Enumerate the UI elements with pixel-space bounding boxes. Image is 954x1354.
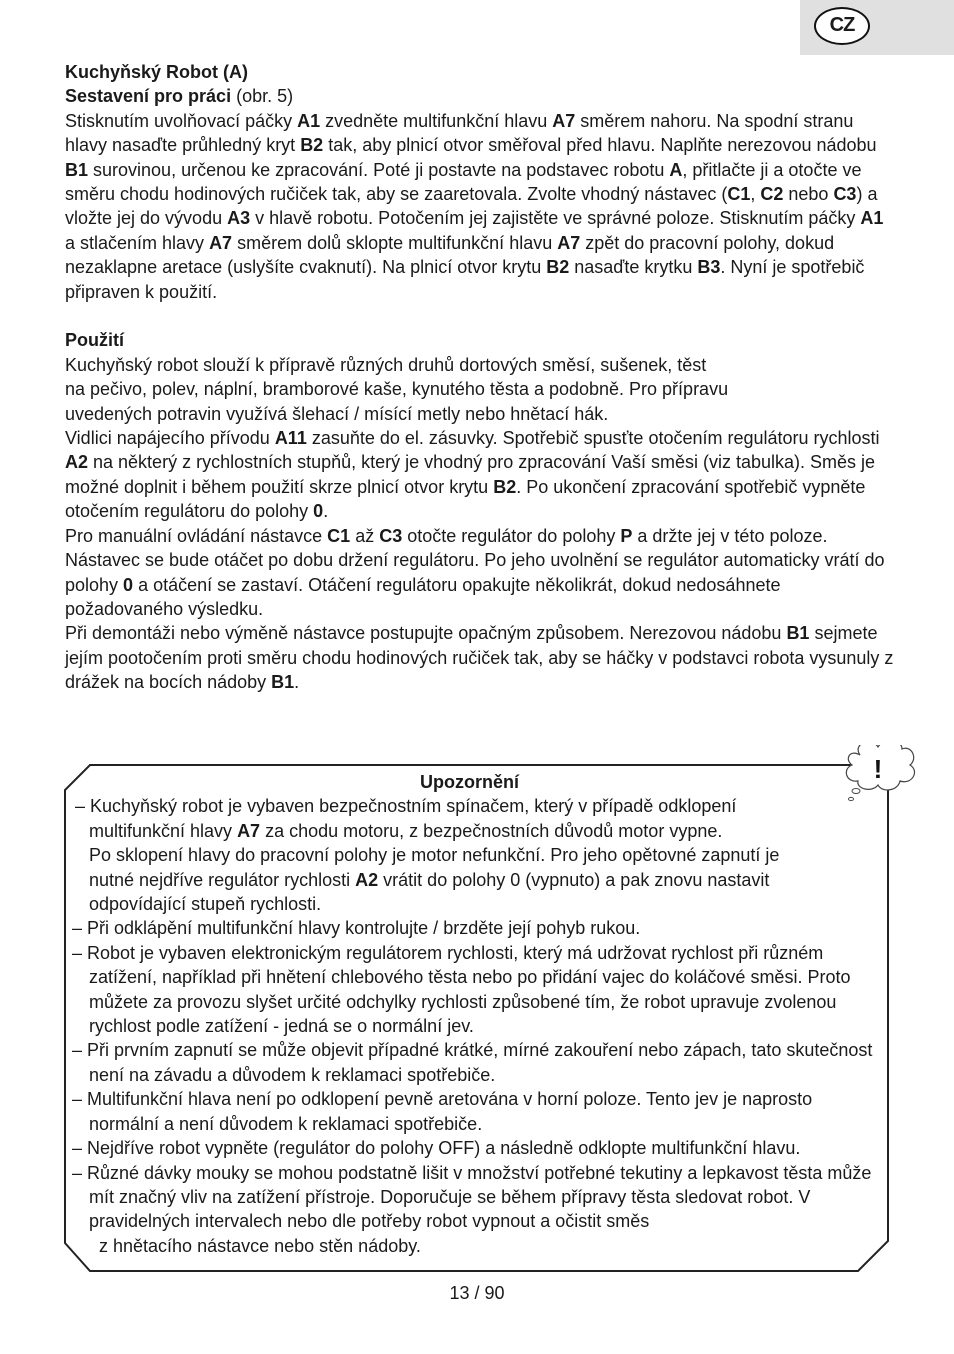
warning-item-head-tilt: – Při odklápění multifunkční hlavy kontrolujte / brzděte její pohyb rukou. (72, 918, 641, 939)
usage-paragraph-power: Vidlici napájecího přívodu A11 zasuňte do el. zásuvky. Spotřebič spusťte otočením regulátoru rychlosti A2 na některý z rychlostních stupňů, který je vhodný pro zpracování Vaší směsi (viz tabulka). Směs je možné doplnit i během použití skrze plnicí otvor krytu B2. Po ukončení zpracování spotřebič vypněte otočením regulátoru do polohy 0. (65, 428, 880, 522)
warning-item-switch-off: – Nejdříve robot vypněte (regulátor do polohy OFF) a následně odklopte multifunkční hlavu. (72, 1138, 801, 1159)
section-title-usage: Použití (65, 330, 124, 351)
warning-item-speed-regulator: – Robot je vybaven elektronickým regulátorem rychlosti, který má udržovat rychlost při různém zatížení, například při hnětení chlebového těsta nebo po přidání vajec do koláčové směsi. Proto můžete za provozu slyšet určité odchylky rychlosti způsobené tím, že robot upravuje zvolenou rychlost podle zatížení - jedná se o normální jev. (72, 942, 851, 1037)
warning-box (72, 770, 887, 1258)
language-tab (800, 0, 954, 55)
usage-paragraph-manual: Pro manuální ovládání nástavce C1 až C3 otočte regulátor do polohy P a držte jej v této poloze. Nástavec se bude otáčet po dobu držení regulátoru. Po jeho uvolnění se regulátor automaticky vrátí do polohy 0 a otáčení se zastaví. Otáčení regulátoru opakujte několikrát, dokud nedosáhnete požadovaného výsledku. (65, 525, 885, 619)
warning-list (72, 794, 887, 1258)
usage-line-1: Kuchyňský robot slouží k přípravě různých druhů dortových směsí, sušenek, těst (65, 354, 707, 375)
warning-item-flour-doses: – Různé dávky mouky se mohou podstatně lišit v množství potřebné tekutiny a lepkavost těsta může mít značný vliv na zatížení přístroje. Doporučuje se během přípravy těsta sledovat robot. V pravidelných intervalech nebo dle potřeby robot vypnout a očistit směs z hnětacího nástavce nebo stěn nádoby. (72, 1162, 872, 1256)
language-badge: CZ (814, 7, 870, 45)
exclamation-icon: ! (873, 754, 883, 784)
usage-line-3: uvedených potravin využívá šlehací / mísící metly nebo hnětací hák. (65, 403, 609, 424)
usage-paragraph-disassembly: Při demontáži nebo výměně nástavce postupujte opačným způsobem. Nerezovou nádobu B1 sejmete jejím pootočením proti směru chodu hodinových ručiček tak, aby se háčky v podstavci robota vysunuly z drážek na bocích nádoby B1. (65, 623, 894, 693)
warning-item-first-use: – Při prvním zapnutí se může objevit případné krátké, mírné zakouření nebo zápach, tato skutečnost není na závadu a důvodem k reklamaci spotřebiče. (72, 1040, 873, 1085)
section-title-kitchen-robot: Kuchyňský Robot (A) (65, 62, 249, 82)
warning-title: Upozornění (420, 772, 519, 792)
assembly-paragraph: Stisknutím uvolňovací páčky A1 zvedněte multifunkční hlavu A7 směrem nahoru. Na spodní stranu hlavy nasaďte průhledný kryt B2 tak, aby plnicí otvor směřoval před hlavu. Naplňte nerezovou nádobu B1 surovinou, určenou ke zpracování. Poté ji postavte na podstavec robotu A, přitlačte ji a otočte ve směru chodu hodinových ručiček tak, aby se zaaretovala. Zvolte vhodný nástavec (C1, C2 nebo C3) a vložte jej do vývodu A3 v hlavě robotu. Potočením jej zajistěte ve správné poloze. Stisknutím páčky A1 a stlačením hlavy A7 směrem dolů sklopte multifunkční hlavu A7 zpět do pracovní polohy, dokud nezaklapne aretace (uslyšíte cvaknutí). Na plnicí otvor krytu B2 nasaďte krytku B3. Nyní je spotřebič připraven k použití. (65, 110, 884, 302)
main-content (65, 60, 895, 695)
page-number: 13 / 90 (449, 1283, 505, 1303)
usage-line-2: na pečivo, polev, náplní, bramborové kaše, kynutého těsta a podobně. Pro přípravu (65, 379, 729, 400)
warning-item-safety-switch: – Kuchyňský robot je vybaven bezpečnostním spínačem, který v případě odklopení multifunkční hlavy A7 za chodu motoru, z bezpečnostních důvodů motor vypne. Po sklopení hlavy do pracovní polohy je motor nefunkční. Pro jeho opětovné zapnutí je nutné nejdříve regulátor rychlosti A2 vrátit do polohy 0 (vypnuto) a pak znovu nastavit odpovídající stupeň rychlosti. (75, 796, 780, 915)
warning-item-head-lock: – Multifunkční hlava není po odklopení pevně aretována v horní poloze. Tento jev je naprosto normální a není důvodem k reklamaci spotřebiče. (72, 1089, 813, 1134)
section-subtitle-assembly: Sestavení pro práci (obr. 5) (65, 86, 294, 107)
